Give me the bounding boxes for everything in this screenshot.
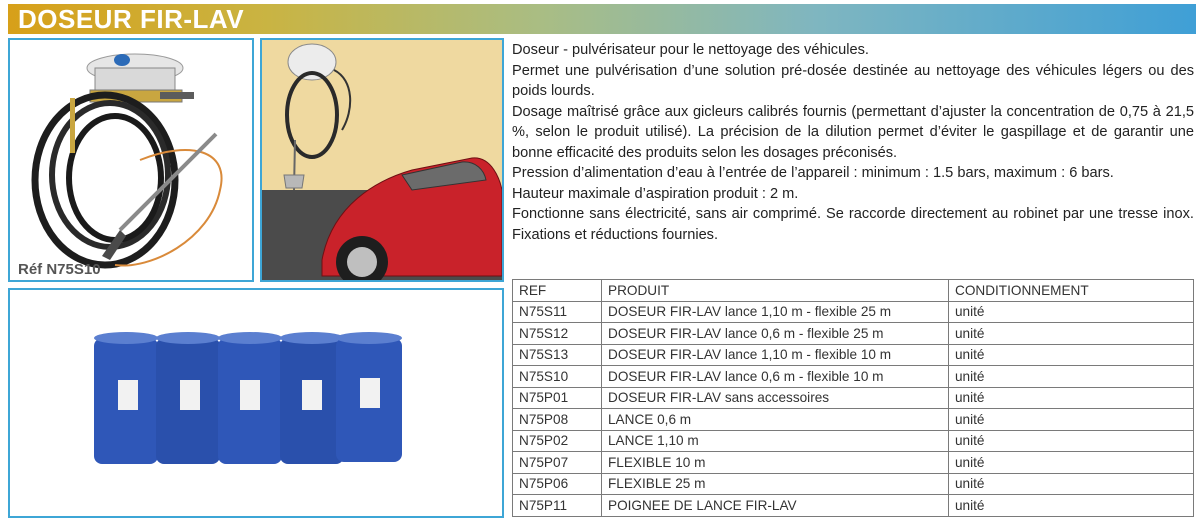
description-line: Fonctionne sans électricité, sans air comprimé. Se raccorde directement au robinet par une tresse inox. Fixations et réductions fournies. [512, 206, 1194, 243]
table-row [513, 473, 1194, 495]
table-row [513, 430, 1194, 452]
cell-ref: N75P08 [513, 409, 602, 431]
cell-conditionnement: unité [949, 344, 1194, 366]
column-header-ref: REF [513, 280, 602, 302]
description-line: Hauteur maximale d’aspiration produit : 2 m. [512, 185, 799, 202]
description-line: Dosage maîtrisé grâce aux gicleurs calibrés fournis (permettant d’ajuster la concentration de 0,75 à 21,5 %, selon le produit utilisé). La précision de la dilution permet d’éviter le gaspillage et de garantir une bonne efficacité des produits selon les dosages préconisés. [512, 103, 1194, 161]
cell-conditionnement: unité [949, 323, 1194, 345]
column-header-conditionnement: CONDITIONNEMENT [949, 280, 1194, 302]
cell-produit: LANCE 1,10 m [602, 430, 949, 452]
cell-ref: N75S10 [513, 366, 602, 388]
reference-label: Réf N75S10 [18, 261, 101, 278]
product-image-doseur [8, 38, 254, 282]
product-table [512, 279, 1194, 517]
cell-conditionnement: unité [949, 301, 1194, 323]
product-description [512, 40, 1194, 245]
cell-produit: DOSEUR FIR-LAV lance 1,10 m - flexible 25 m [602, 301, 949, 323]
cell-conditionnement: unité [949, 387, 1194, 409]
cell-produit: POIGNEE DE LANCE FIR-LAV [602, 495, 949, 517]
page-title: DOSEUR FIR-LAV [18, 4, 245, 34]
cell-ref: N75S13 [513, 344, 602, 366]
drum-5 [336, 332, 402, 462]
product-image-car-wash [260, 38, 504, 282]
table-row [513, 452, 1194, 474]
cell-ref: N75S11 [513, 301, 602, 323]
blue-drums-illustration [10, 290, 502, 516]
product-image-drums [8, 288, 504, 518]
description-line: Permet une pulvérisation d’une solution pré-dosée destinée au nettoyage des véhicules légers ou des poids lourds. [512, 62, 1194, 99]
drum-1 [94, 332, 158, 464]
cell-ref: N75P11 [513, 495, 602, 517]
cell-produit: FLEXIBLE 25 m [602, 473, 949, 495]
cell-ref: N75P06 [513, 473, 602, 495]
column-header-produit: PRODUIT [602, 280, 949, 302]
table-row [513, 344, 1194, 366]
cell-ref: N75P02 [513, 430, 602, 452]
cell-ref: N75P07 [513, 452, 602, 474]
cell-produit: DOSEUR FIR-LAV lance 0,6 m - flexible 25 m [602, 323, 949, 345]
cell-produit: DOSEUR FIR-LAV lance 1,10 m - flexible 10 m [602, 344, 949, 366]
cell-produit: LANCE 0,6 m [602, 409, 949, 431]
cell-conditionnement: unité [949, 473, 1194, 495]
cell-produit: DOSEUR FIR-LAV lance 0,6 m - flexible 10 m [602, 366, 949, 388]
table-row [513, 495, 1194, 517]
cell-conditionnement: unité [949, 495, 1194, 517]
cell-conditionnement: unité [949, 409, 1194, 431]
table-row [513, 409, 1194, 431]
table-row [513, 366, 1194, 388]
cell-conditionnement: unité [949, 430, 1194, 452]
drum-4 [280, 332, 344, 464]
cell-produit: FLEXIBLE 10 m [602, 452, 949, 474]
description-line: Doseur - pulvérisateur pour le nettoyage des véhicules. [512, 42, 869, 58]
title-banner [8, 4, 1196, 34]
cell-ref: N75S12 [513, 323, 602, 345]
table-row [513, 387, 1194, 409]
table-row [513, 301, 1194, 323]
cell-conditionnement: unité [949, 452, 1194, 474]
cell-conditionnement: unité [949, 366, 1194, 388]
doseur-hose-illustration [10, 40, 252, 280]
cell-produit: DOSEUR FIR-LAV sans accessoires [602, 387, 949, 409]
drum-2 [156, 332, 220, 464]
description-line: Pression d’alimentation d’eau à l’entrée de l’appareil : minimum : 1.5 bars, maximum : 6 bars. [512, 165, 1114, 181]
car-wash-illustration [262, 40, 502, 280]
table-header-row [513, 280, 1194, 302]
table-row [513, 323, 1194, 345]
drum-3 [218, 332, 282, 464]
cell-ref: N75P01 [513, 387, 602, 409]
